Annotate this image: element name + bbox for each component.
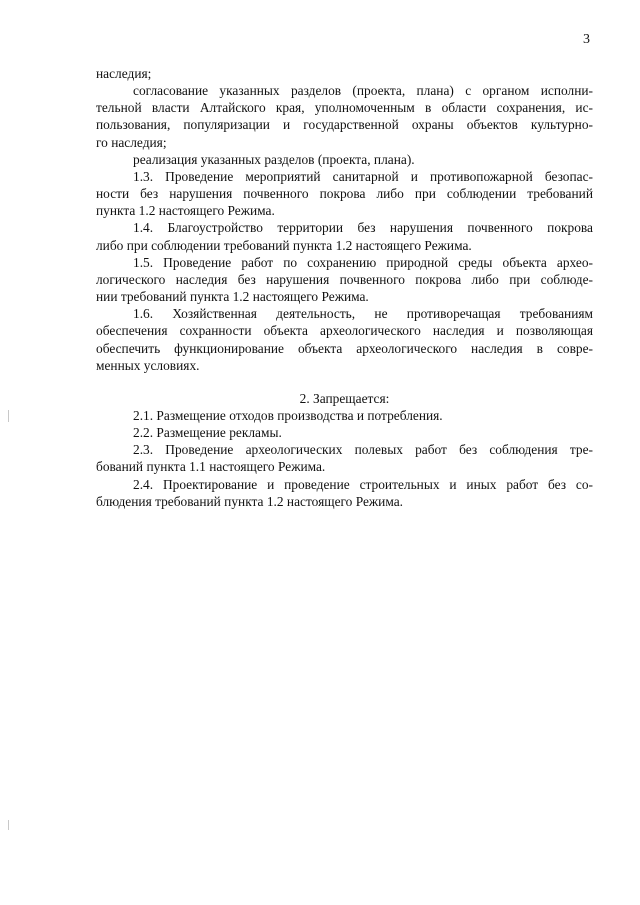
section-2-list (96, 407, 593, 510)
text-line: 2.4. Проектирование и проведение строительных и иных работ без со- (133, 476, 593, 492)
section-gap (96, 374, 593, 390)
section-1-continuation (96, 65, 593, 374)
text-line: либо при соблюдении требований пункта 1.2 настоящего Режима. (96, 237, 472, 253)
text-line: 2.2. Размещение рекламы. (133, 425, 282, 441)
text-line: тельной власти Алтайского края, уполномоченным в области сохранения, ис- (96, 100, 593, 116)
text-line: реализация указанных разделов (проекта, плана). (133, 151, 415, 167)
page-number: 3 (583, 32, 590, 47)
document-body (96, 65, 593, 510)
section-2-heading: 2. Запрещается: (299, 390, 390, 406)
text-line: 1.6. Хозяйственная деятельность, не противоречащая требованиям (133, 306, 593, 322)
text-line: нии требований пункта 1.2 настоящего Режима. (96, 289, 369, 305)
scan-edge-mark (8, 820, 9, 830)
text-line: го наследия; (96, 134, 167, 150)
text-line: 2.1. Размещение отходов производства и потребления. (133, 407, 443, 423)
text-line: ности без нарушения почвенного покрова либо при соблюдении требований (96, 186, 593, 202)
text-line: 1.4. Благоустройство территории без нарушения почвенного покрова (133, 220, 593, 236)
text-line: 1.5. Проведение работ по сохранению природной среды объекта архео- (133, 254, 593, 270)
text-line: бований пункта 1.1 настоящего Режима. (96, 459, 326, 475)
text-line: блюдения требований пункта 1.2 настоящего Режима. (96, 493, 404, 509)
scan-edge-mark (8, 410, 9, 422)
text-line: обеспечить функционирование объекта археологического наследия в совре- (96, 340, 593, 356)
text-line: пользования, популяризации и государственной охраны объектов культурно- (96, 117, 593, 133)
text-line: согласование указанных разделов (проекта, плана) с органом исполни- (133, 83, 593, 99)
text-line: обеспечения сохранности объекта археологического наследия и позволяющая (96, 323, 593, 339)
text-line: 2.3. Проведение археологических полевых работ без соблюдения тре- (133, 442, 593, 458)
text-line: менных условиях. (96, 357, 200, 373)
text-line: наследия; (96, 66, 152, 81)
text-line: пункта 1.2 настоящего Режима. (96, 203, 275, 219)
text-line: 1.3. Проведение мероприятий санитарной и противопожарной безопас- (133, 168, 593, 184)
text-line: логического наследия без нарушения почвенного покрова либо при соблюде- (96, 271, 593, 287)
